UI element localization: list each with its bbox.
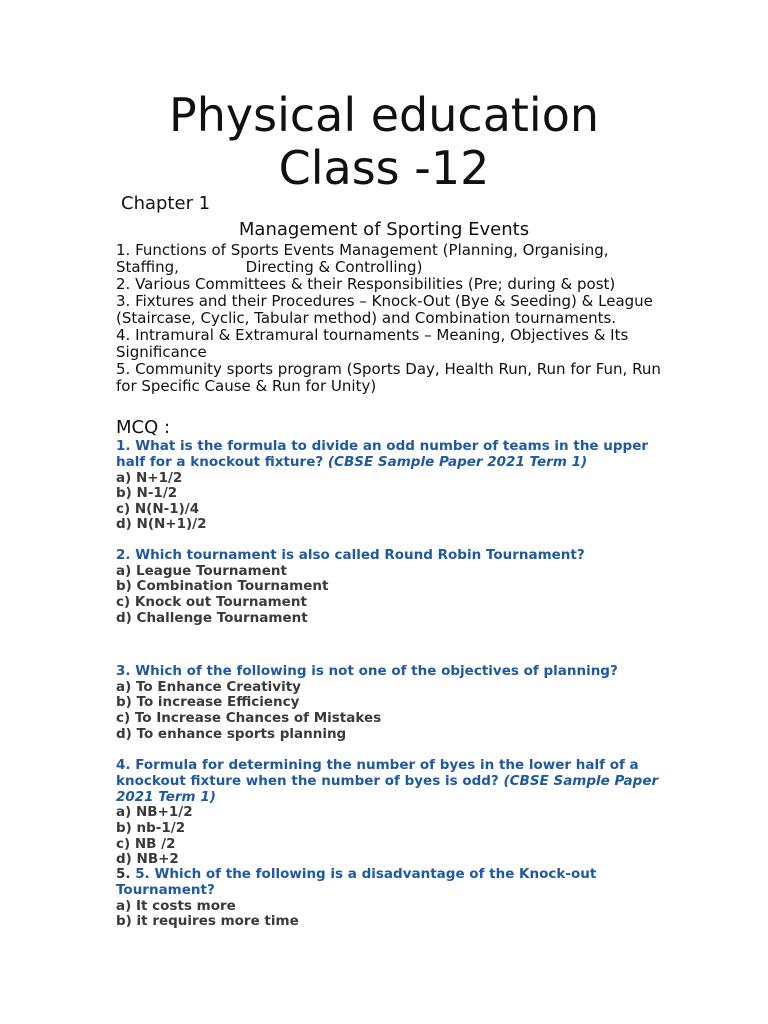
question-number: 5. xyxy=(116,866,131,882)
answer-option: b) N-1/2 xyxy=(116,485,178,502)
topic-item: 5. Community sports program (Sports Day, Health Run, Run for Fun, Run for Specific Cause & Run for Unity) xyxy=(116,360,666,395)
answer-option: b) Combination Tournament xyxy=(116,578,329,595)
question-source: (CBSE Sample Paper 2021 Term 1) xyxy=(116,772,659,805)
question-body: 5. Which of the following is a disadvantage of the Knock-out Tournament? xyxy=(116,866,597,898)
answer-option: d) Challenge Tournament xyxy=(116,609,308,626)
answer-option: c) N(N-1)/4 xyxy=(116,500,200,517)
mcq-question-1 xyxy=(116,439,676,533)
answer-option: a) It costs more xyxy=(116,897,236,914)
mcq-question-2 xyxy=(116,548,676,626)
chapter-title: Management of Sporting Events xyxy=(238,219,530,240)
answer-option: d) NB+2 xyxy=(116,851,179,868)
answer-option: a) League Tournament xyxy=(116,562,287,579)
answer-option: a) To Enhance Creativity xyxy=(116,678,301,695)
answer-option: a) N+1/2 xyxy=(116,469,183,486)
answer-option: c) To Increase Chances of Mistakes xyxy=(116,709,382,726)
question-source: (CBSE Sample Paper 2021 Term 1) xyxy=(327,453,588,470)
question-body: Formula for determining the number of byes in the lower half of a knockout fixture when the number of byes is odd? xyxy=(116,757,639,789)
page-title-line-1: Physical education xyxy=(169,88,599,142)
question-body: Which of the following is not one of the objectives of planning? xyxy=(135,663,618,679)
question-text xyxy=(116,664,676,680)
mcq-question-5 xyxy=(116,867,676,930)
question-number: 4. xyxy=(116,757,131,773)
chapter-label: Chapter 1 xyxy=(121,193,211,214)
question-body: Which tournament is also called Round Robin Tournament? xyxy=(135,547,585,563)
answer-option: b) it requires more time xyxy=(116,913,299,930)
mcq-heading: MCQ : xyxy=(116,417,171,438)
mcq-question-3 xyxy=(116,664,676,742)
answer-option: a) NB+1/2 xyxy=(116,804,193,821)
answer-option: b) nb-1/2 xyxy=(116,819,186,836)
question-text xyxy=(116,758,676,805)
answer-option: c) Knock out Tournament xyxy=(116,593,307,610)
question-number: 1. xyxy=(116,438,131,454)
topic-item: 3. Fixtures and their Procedures – Knock-Out (Bye & Seeding) & League (Staircase, Cyclic, Tabular method) and Combination tournaments. xyxy=(116,292,658,327)
question-number: 2. xyxy=(116,547,131,563)
answer-option: c) NB /2 xyxy=(116,835,176,852)
answer-option: d) N(N+1)/2 xyxy=(116,516,207,533)
question-text xyxy=(116,867,676,899)
question-text xyxy=(116,439,676,471)
mcq-question-4 xyxy=(116,758,676,868)
page-title-line-2: Class -12 xyxy=(278,141,490,195)
question-body: What is the formula to divide an odd number of teams in the upper half for a knockout fixture? xyxy=(116,438,649,470)
question-number: 3. xyxy=(116,663,131,679)
topic-item: 2. Various Committees & their Responsibilities (Pre; during & post) xyxy=(116,275,616,293)
answer-option: b) To increase Efficiency xyxy=(116,694,300,711)
question-text xyxy=(116,548,676,564)
answer-option: d) To enhance sports planning xyxy=(116,725,347,742)
topic-list xyxy=(116,242,676,395)
topic-item: 4. Intramural & Extramural tournaments – Meaning, Objectives & Its Significance xyxy=(116,326,634,361)
topic-item: 1. Functions of Sports Events Management (Planning, Organising, Staffing, Directing & Controlling) xyxy=(116,241,614,276)
